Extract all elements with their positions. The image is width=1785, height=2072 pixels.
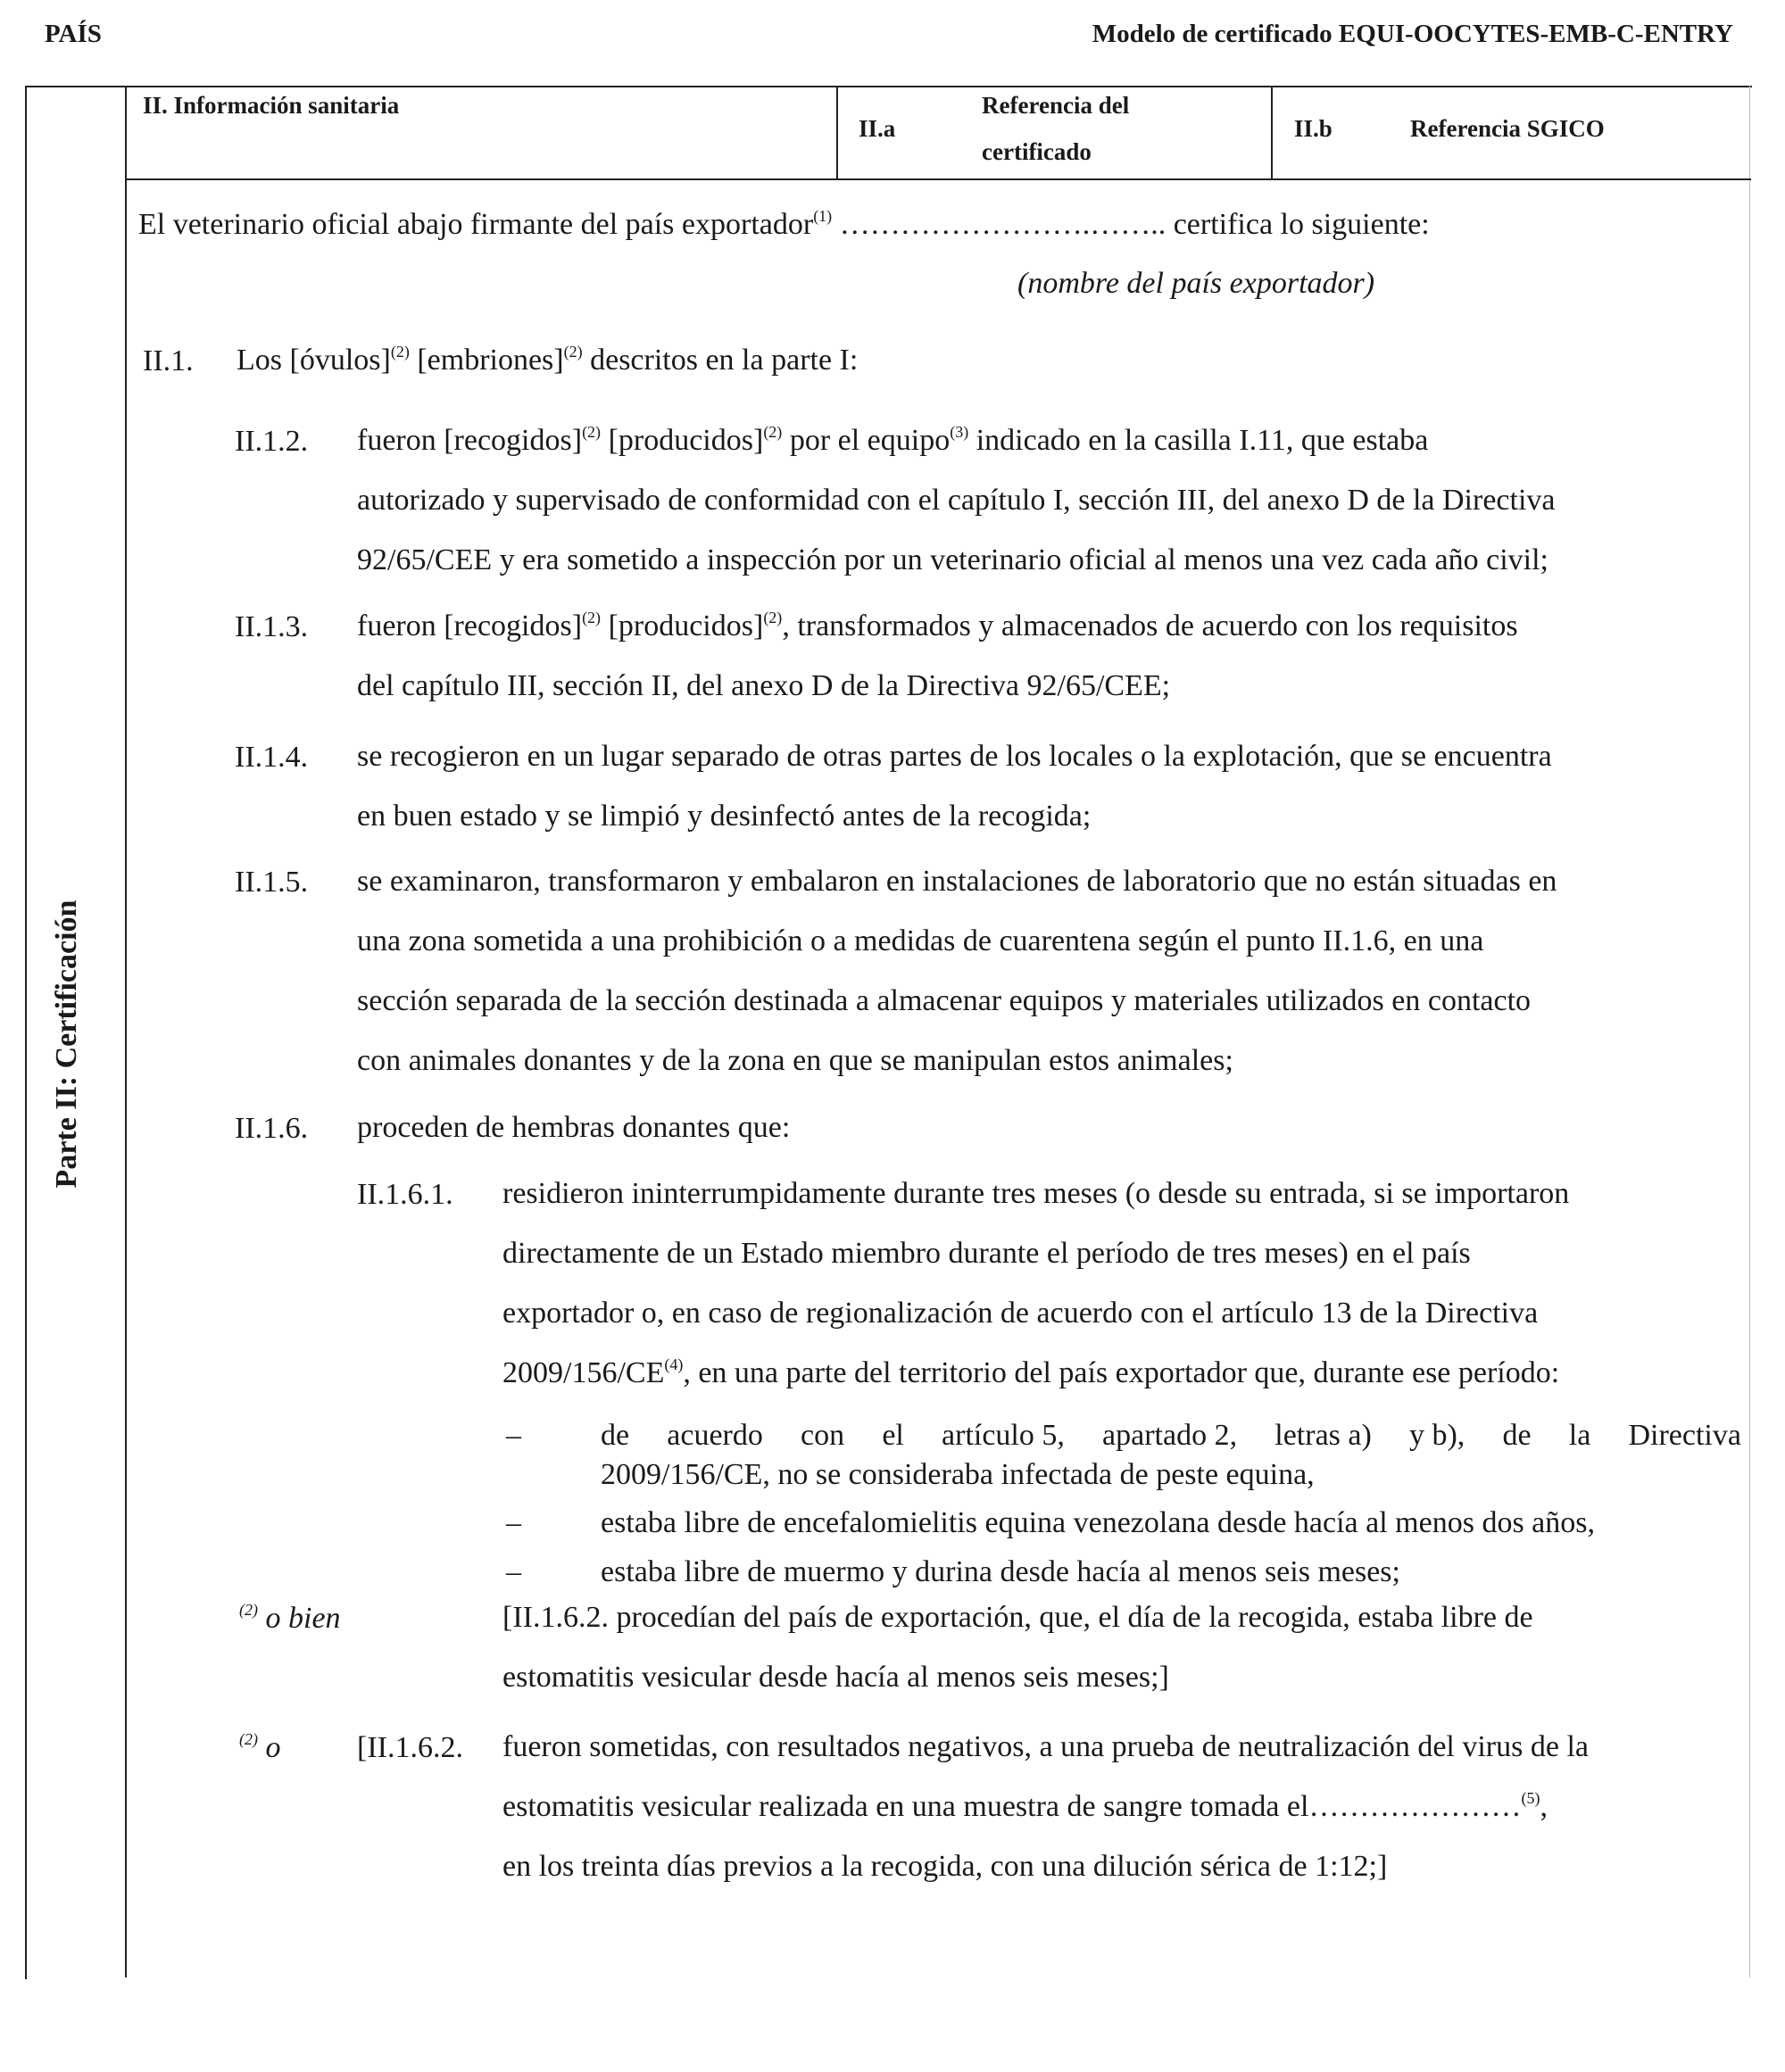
clause-number: [II.1.6.2.	[357, 1731, 463, 1764]
bullet-1-line2: 2009/156/CE, no se consideraba infectada de peste equina,	[601, 1458, 1315, 1491]
text-run: [embriones]	[409, 344, 564, 377]
intro-blank: …………………….…….. certifica lo siguiente:	[832, 208, 1430, 241]
clause-number: II.1.4.	[235, 741, 309, 774]
alternative-label: o	[258, 1731, 281, 1764]
word: letras a)	[1274, 1419, 1372, 1452]
footnote-ref: (2)	[582, 609, 602, 626]
header-model-reference: Modelo de certificado EQUI-OOCYTES-EMB-C-ENTRY	[1092, 20, 1733, 48]
clause-ii14-line1: se recogieron en un lugar separado de otras partes de los locales o la explotación, que se encuentra	[357, 740, 1552, 773]
clause-number: II.1.6.	[235, 1112, 309, 1145]
clause-number: II.1.2.	[235, 425, 309, 458]
bullet-1-line1	[601, 1419, 1741, 1453]
text-run: [producidos]	[601, 424, 764, 457]
alt2-line2	[502, 1777, 1548, 1836]
clause-ii161-line2: directamente de un Estado miembro durante el período de tres meses) en el país	[502, 1237, 1471, 1270]
word: de	[601, 1419, 630, 1452]
clause-number: II.1.3.	[235, 610, 309, 643]
clause-ii13-line2: del capítulo III, sección II, del anexo D de la Directiva 92/65/CEE;	[357, 669, 1171, 702]
footnote-ref: (4)	[664, 1355, 684, 1373]
text-run: estomatitis vesicular realizada en una muestra de sangre tomada el…………………	[502, 1790, 1522, 1823]
sidebar-divider	[125, 86, 127, 1977]
word: artículo 5,	[942, 1419, 1065, 1452]
head-row-divider	[125, 178, 1751, 180]
footnote-ref: (2)	[763, 423, 783, 441]
clause-ii1-text	[237, 330, 858, 390]
word: acuerdo	[667, 1419, 763, 1452]
clause-ii161-line4	[502, 1343, 1559, 1403]
alt1-line2: estomatitis vesicular desde hacía al menos seis meses;]	[502, 1661, 1169, 1694]
section-title: II. Información sanitaria	[143, 92, 400, 119]
ref-label-line1: Referencia del	[982, 92, 1130, 119]
footnote-ref: (2)	[763, 609, 783, 626]
clause-ii161-line3: exportador o, en caso de regionalización de acuerdo con el artículo 13 de la Directiva	[502, 1297, 1539, 1330]
clause-ii15-line4: con animales donantes y de la zona en que se manipulan estos animales;	[357, 1044, 1233, 1077]
clause-number: II.1.6.1.	[357, 1178, 453, 1211]
text-run: fueron [recogidos]	[357, 424, 583, 457]
clause-ii15-line1: se examinaron, transformaron y embalaron en instalaciones de laboratorio que no están situadas en	[357, 865, 1557, 898]
footnote-ref: (2)	[582, 423, 602, 441]
footnote-ref: (2)	[239, 1730, 258, 1748]
clause-number: II.1.	[143, 344, 194, 377]
clause-ii16-line1: proceden de hembras donantes que:	[357, 1111, 791, 1144]
alt2-line1: fueron sometidas, con resultados negativos, a una prueba de neutralización del virus de la	[502, 1730, 1589, 1763]
text-run: ,	[1540, 1790, 1548, 1823]
alternative-marker	[239, 1731, 281, 1765]
ref-label-line2: certificado	[982, 138, 1092, 165]
footnote-ref: (2)	[239, 1601, 258, 1619]
word: y b),	[1408, 1419, 1465, 1452]
text-run: fueron [recogidos]	[357, 609, 583, 642]
bullet-dash: –	[506, 1555, 521, 1588]
alt1-line1: [II.1.6.2. procedían del país de exportación, que, el día de la recogida, estaba libre de	[502, 1601, 1533, 1634]
sidebar-label: Parte II: Certificación	[50, 899, 83, 1189]
text-run: Los [óvulos]	[237, 344, 391, 377]
clause-ii12-line2: autorizado y supervisado de conformidad con el capítulo I, sección III, del anexo D de la Directiva	[357, 484, 1556, 517]
header-country: PAÍS	[45, 20, 102, 48]
clause-ii15-line3: sección separada de la sección destinada a almacenar equipos y materiales utilizados en contacto	[357, 984, 1532, 1017]
bullet-3: estaba libre de muermo y durina desde hacía al menos seis meses;	[601, 1555, 1400, 1588]
intro-caption: (nombre del país exportador)	[1017, 267, 1375, 300]
text-run: , transformados y almacenados de acuerdo con los requisitos	[782, 609, 1518, 642]
footnote-ref: (5)	[1521, 1789, 1540, 1807]
intro-line	[138, 195, 1430, 254]
text-run: por el equipo	[782, 424, 951, 457]
word: de	[1502, 1419, 1532, 1452]
clause-ii161-line1: residieron ininterrumpidamente durante tres meses (o desde su entrada, si se importaron	[502, 1177, 1570, 1210]
footnote-ref: (2)	[390, 343, 410, 361]
clause-ii13-line1	[357, 596, 1518, 656]
frame-right-border	[1749, 86, 1750, 1977]
text-run: [producidos]	[601, 609, 764, 642]
clause-ii14-line2: en buen estado y se limpió y desinfectó antes de la recogida;	[357, 800, 1092, 833]
word: el	[882, 1419, 904, 1452]
bullet-2: estaba libre de encefalomielitis equina venezolana desde hacía al menos dos años,	[601, 1506, 1595, 1539]
alternative-marker	[239, 1602, 341, 1636]
bullet-dash: –	[506, 1419, 521, 1452]
sgico-label: Referencia SGICO	[1410, 115, 1605, 142]
footnote-ref: (3)	[950, 423, 969, 441]
word: Directiva	[1628, 1419, 1741, 1452]
bullet-dash: –	[506, 1506, 521, 1539]
text-run: , en una parte del territorio del país exportador que, durante ese período:	[683, 1356, 1560, 1389]
word: con	[801, 1419, 845, 1452]
text-run: indicado en la casilla I.11, que estaba	[968, 424, 1429, 457]
intro-text: El veterinario oficial abajo firmante del país exportador	[138, 208, 814, 241]
clause-ii15-line2: una zona sometida a una prohibición o a medidas de cuarentena según el punto II.1.6, en una	[357, 924, 1484, 957]
text-run: descritos en la parte I:	[582, 344, 859, 377]
footnote-ref: (1)	[813, 207, 833, 225]
ref-code: II.a	[859, 115, 896, 142]
head-cell-divider-b	[1271, 86, 1273, 180]
alt2-line3: en los treinta días previos a la recogida, con una dilución sérica de 1:12;]	[502, 1850, 1388, 1883]
clause-ii12-line1	[357, 410, 1428, 470]
text-run: 2009/156/CE	[502, 1356, 665, 1389]
clause-ii12-line3: 92/65/CEE y era sometido a inspección por un veterinario oficial al menos una vez cada año civil;	[357, 543, 1548, 576]
sgico-code: II.b	[1294, 115, 1333, 142]
word: apartado 2,	[1102, 1419, 1238, 1452]
alternative-label: o bien	[258, 1602, 341, 1635]
clause-number: II.1.5.	[235, 866, 309, 899]
head-cell-divider-a	[836, 86, 838, 180]
word: la	[1568, 1419, 1591, 1452]
footnote-ref: (2)	[563, 343, 583, 361]
